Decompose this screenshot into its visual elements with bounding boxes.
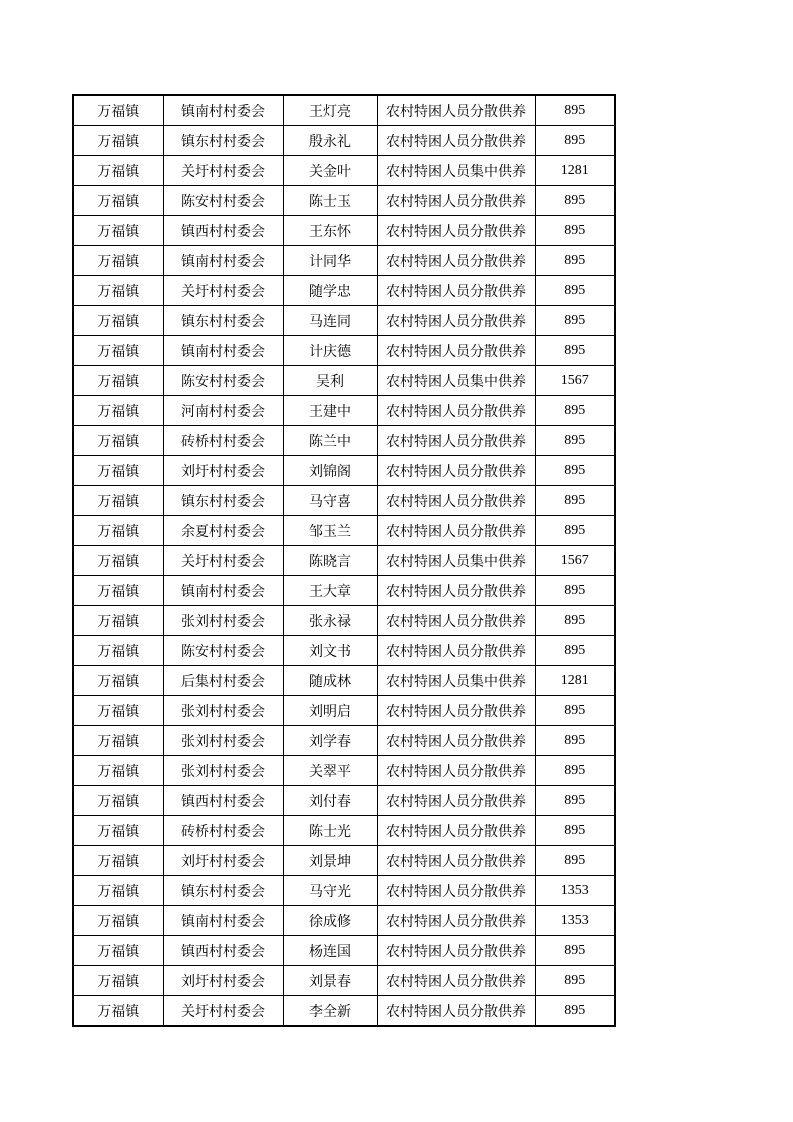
committee-cell: 张刘村村委会 bbox=[163, 726, 283, 756]
committee-cell: 镇南村村委会 bbox=[163, 336, 283, 366]
person-name-cell: 王灯亮 bbox=[283, 95, 377, 126]
town-cell: 万福镇 bbox=[73, 756, 163, 786]
person-name-cell: 李全新 bbox=[283, 996, 377, 1027]
support-type-cell: 农村特困人员分散供养 bbox=[377, 276, 535, 306]
committee-cell: 镇南村村委会 bbox=[163, 906, 283, 936]
amount-cell: 895 bbox=[535, 396, 615, 426]
person-name-cell: 徐成修 bbox=[283, 906, 377, 936]
amount-cell: 1281 bbox=[535, 156, 615, 186]
support-type-cell: 农村特困人员分散供养 bbox=[377, 216, 535, 246]
committee-cell: 张刘村村委会 bbox=[163, 696, 283, 726]
committee-cell: 关圩村村委会 bbox=[163, 156, 283, 186]
town-cell: 万福镇 bbox=[73, 486, 163, 516]
amount-cell: 895 bbox=[535, 636, 615, 666]
support-type-cell: 农村特困人员分散供养 bbox=[377, 636, 535, 666]
amount-cell: 895 bbox=[535, 816, 615, 846]
amount-cell: 895 bbox=[535, 786, 615, 816]
table-row bbox=[73, 936, 615, 966]
roster-sheet bbox=[72, 94, 616, 1027]
roster-body bbox=[73, 95, 615, 1026]
committee-cell: 陈安村村委会 bbox=[163, 366, 283, 396]
committee-cell: 刘圩村村委会 bbox=[163, 966, 283, 996]
table-row bbox=[73, 246, 615, 276]
table-row bbox=[73, 156, 615, 186]
table-row bbox=[73, 996, 615, 1027]
person-name-cell: 殷永礼 bbox=[283, 126, 377, 156]
table-row bbox=[73, 756, 615, 786]
committee-cell: 镇南村村委会 bbox=[163, 95, 283, 126]
amount-cell: 895 bbox=[535, 306, 615, 336]
town-cell: 万福镇 bbox=[73, 846, 163, 876]
town-cell: 万福镇 bbox=[73, 516, 163, 546]
table-row bbox=[73, 846, 615, 876]
support-type-cell: 农村特困人员集中供养 bbox=[377, 366, 535, 396]
town-cell: 万福镇 bbox=[73, 576, 163, 606]
table-row bbox=[73, 666, 615, 696]
town-cell: 万福镇 bbox=[73, 906, 163, 936]
table-row bbox=[73, 786, 615, 816]
support-type-cell: 农村特困人员集中供养 bbox=[377, 666, 535, 696]
town-cell: 万福镇 bbox=[73, 366, 163, 396]
amount-cell: 895 bbox=[535, 996, 615, 1027]
support-type-cell: 农村特困人员分散供养 bbox=[377, 426, 535, 456]
support-type-cell: 农村特困人员分散供养 bbox=[377, 456, 535, 486]
table-row bbox=[73, 576, 615, 606]
person-name-cell: 杨连国 bbox=[283, 936, 377, 966]
person-name-cell: 吴利 bbox=[283, 366, 377, 396]
amount-cell: 895 bbox=[535, 516, 615, 546]
amount-cell: 895 bbox=[535, 966, 615, 996]
support-type-cell: 农村特困人员分散供养 bbox=[377, 816, 535, 846]
table-row bbox=[73, 696, 615, 726]
town-cell: 万福镇 bbox=[73, 876, 163, 906]
person-name-cell: 马守光 bbox=[283, 876, 377, 906]
amount-cell: 895 bbox=[535, 726, 615, 756]
town-cell: 万福镇 bbox=[73, 95, 163, 126]
support-type-cell: 农村特困人员分散供养 bbox=[377, 246, 535, 276]
amount-cell: 895 bbox=[535, 186, 615, 216]
person-name-cell: 关金叶 bbox=[283, 156, 377, 186]
amount-cell: 895 bbox=[535, 216, 615, 246]
amount-cell: 895 bbox=[535, 426, 615, 456]
amount-cell: 895 bbox=[535, 246, 615, 276]
town-cell: 万福镇 bbox=[73, 666, 163, 696]
person-name-cell: 陈兰中 bbox=[283, 426, 377, 456]
person-name-cell: 计庆德 bbox=[283, 336, 377, 366]
support-type-cell: 农村特困人员分散供养 bbox=[377, 906, 535, 936]
person-name-cell: 刘学春 bbox=[283, 726, 377, 756]
committee-cell: 刘圩村村委会 bbox=[163, 456, 283, 486]
table-row bbox=[73, 276, 615, 306]
committee-cell: 砖桥村村委会 bbox=[163, 816, 283, 846]
town-cell: 万福镇 bbox=[73, 546, 163, 576]
table-row bbox=[73, 876, 615, 906]
table-row bbox=[73, 726, 615, 756]
committee-cell: 余夏村村委会 bbox=[163, 516, 283, 546]
person-name-cell: 王东怀 bbox=[283, 216, 377, 246]
committee-cell: 镇西村村委会 bbox=[163, 786, 283, 816]
person-name-cell: 刘付春 bbox=[283, 786, 377, 816]
table-row bbox=[73, 816, 615, 846]
town-cell: 万福镇 bbox=[73, 186, 163, 216]
person-name-cell: 关翠平 bbox=[283, 756, 377, 786]
support-type-cell: 农村特困人员分散供养 bbox=[377, 486, 535, 516]
committee-cell: 河南村村委会 bbox=[163, 396, 283, 426]
table-row bbox=[73, 516, 615, 546]
roster-table bbox=[72, 94, 616, 1027]
support-type-cell: 农村特困人员分散供养 bbox=[377, 756, 535, 786]
town-cell: 万福镇 bbox=[73, 216, 163, 246]
person-name-cell: 刘景坤 bbox=[283, 846, 377, 876]
person-name-cell: 王大章 bbox=[283, 576, 377, 606]
town-cell: 万福镇 bbox=[73, 816, 163, 846]
support-type-cell: 农村特困人员分散供养 bbox=[377, 126, 535, 156]
table-row bbox=[73, 546, 615, 576]
table-row bbox=[73, 426, 615, 456]
town-cell: 万福镇 bbox=[73, 726, 163, 756]
amount-cell: 1353 bbox=[535, 876, 615, 906]
table-row bbox=[73, 366, 615, 396]
committee-cell: 张刘村村委会 bbox=[163, 756, 283, 786]
committee-cell: 张刘村村委会 bbox=[163, 606, 283, 636]
amount-cell: 895 bbox=[535, 936, 615, 966]
table-row bbox=[73, 906, 615, 936]
town-cell: 万福镇 bbox=[73, 246, 163, 276]
person-name-cell: 王建中 bbox=[283, 396, 377, 426]
support-type-cell: 农村特困人员分散供养 bbox=[377, 936, 535, 966]
committee-cell: 刘圩村村委会 bbox=[163, 846, 283, 876]
town-cell: 万福镇 bbox=[73, 456, 163, 486]
town-cell: 万福镇 bbox=[73, 126, 163, 156]
committee-cell: 镇南村村委会 bbox=[163, 246, 283, 276]
amount-cell: 895 bbox=[535, 126, 615, 156]
person-name-cell: 刘明启 bbox=[283, 696, 377, 726]
table-row bbox=[73, 966, 615, 996]
table-row bbox=[73, 486, 615, 516]
person-name-cell: 刘锦阁 bbox=[283, 456, 377, 486]
committee-cell: 镇东村村委会 bbox=[163, 126, 283, 156]
person-name-cell: 张永禄 bbox=[283, 606, 377, 636]
amount-cell: 895 bbox=[535, 276, 615, 306]
support-type-cell: 农村特困人员分散供养 bbox=[377, 606, 535, 636]
town-cell: 万福镇 bbox=[73, 306, 163, 336]
person-name-cell: 陈士玉 bbox=[283, 186, 377, 216]
amount-cell: 1353 bbox=[535, 906, 615, 936]
person-name-cell: 刘景春 bbox=[283, 966, 377, 996]
table-row bbox=[73, 456, 615, 486]
committee-cell: 镇东村村委会 bbox=[163, 876, 283, 906]
support-type-cell: 农村特困人员集中供养 bbox=[377, 156, 535, 186]
town-cell: 万福镇 bbox=[73, 636, 163, 666]
amount-cell: 895 bbox=[535, 606, 615, 636]
support-type-cell: 农村特困人员分散供养 bbox=[377, 696, 535, 726]
person-name-cell: 随学忠 bbox=[283, 276, 377, 306]
person-name-cell: 邹玉兰 bbox=[283, 516, 377, 546]
support-type-cell: 农村特困人员分散供养 bbox=[377, 576, 535, 606]
table-row bbox=[73, 396, 615, 426]
person-name-cell: 马守喜 bbox=[283, 486, 377, 516]
person-name-cell: 刘文书 bbox=[283, 636, 377, 666]
committee-cell: 镇东村村委会 bbox=[163, 306, 283, 336]
amount-cell: 895 bbox=[535, 696, 615, 726]
town-cell: 万福镇 bbox=[73, 996, 163, 1027]
amount-cell: 1567 bbox=[535, 366, 615, 396]
committee-cell: 关圩村村委会 bbox=[163, 546, 283, 576]
person-name-cell: 陈晓言 bbox=[283, 546, 377, 576]
committee-cell: 镇西村村委会 bbox=[163, 936, 283, 966]
town-cell: 万福镇 bbox=[73, 156, 163, 186]
committee-cell: 关圩村村委会 bbox=[163, 276, 283, 306]
table-row bbox=[73, 186, 615, 216]
town-cell: 万福镇 bbox=[73, 426, 163, 456]
support-type-cell: 农村特困人员分散供养 bbox=[377, 846, 535, 876]
person-name-cell: 随成林 bbox=[283, 666, 377, 696]
amount-cell: 895 bbox=[535, 576, 615, 606]
amount-cell: 895 bbox=[535, 486, 615, 516]
support-type-cell: 农村特困人员分散供养 bbox=[377, 726, 535, 756]
support-type-cell: 农村特困人员分散供养 bbox=[377, 186, 535, 216]
person-name-cell: 马连同 bbox=[283, 306, 377, 336]
support-type-cell: 农村特困人员分散供养 bbox=[377, 516, 535, 546]
committee-cell: 砖桥村村委会 bbox=[163, 426, 283, 456]
table-row bbox=[73, 95, 615, 126]
person-name-cell: 陈士光 bbox=[283, 816, 377, 846]
support-type-cell: 农村特困人员分散供养 bbox=[377, 396, 535, 426]
support-type-cell: 农村特困人员分散供养 bbox=[377, 786, 535, 816]
amount-cell: 895 bbox=[535, 756, 615, 786]
amount-cell: 1567 bbox=[535, 546, 615, 576]
support-type-cell: 农村特困人员分散供养 bbox=[377, 336, 535, 366]
table-row bbox=[73, 606, 615, 636]
table-row bbox=[73, 636, 615, 666]
committee-cell: 镇西村村委会 bbox=[163, 216, 283, 246]
town-cell: 万福镇 bbox=[73, 786, 163, 816]
support-type-cell: 农村特困人员分散供养 bbox=[377, 95, 535, 126]
amount-cell: 895 bbox=[535, 846, 615, 876]
committee-cell: 镇东村村委会 bbox=[163, 486, 283, 516]
town-cell: 万福镇 bbox=[73, 276, 163, 306]
town-cell: 万福镇 bbox=[73, 336, 163, 366]
committee-cell: 后集村村委会 bbox=[163, 666, 283, 696]
town-cell: 万福镇 bbox=[73, 936, 163, 966]
committee-cell: 关圩村村委会 bbox=[163, 996, 283, 1027]
amount-cell: 895 bbox=[535, 336, 615, 366]
amount-cell: 1281 bbox=[535, 666, 615, 696]
amount-cell: 895 bbox=[535, 456, 615, 486]
town-cell: 万福镇 bbox=[73, 696, 163, 726]
town-cell: 万福镇 bbox=[73, 966, 163, 996]
town-cell: 万福镇 bbox=[73, 396, 163, 426]
support-type-cell: 农村特困人员集中供养 bbox=[377, 546, 535, 576]
support-type-cell: 农村特困人员分散供养 bbox=[377, 306, 535, 336]
support-type-cell: 农村特困人员分散供养 bbox=[377, 876, 535, 906]
table-row bbox=[73, 306, 615, 336]
table-row bbox=[73, 126, 615, 156]
table-row bbox=[73, 216, 615, 246]
committee-cell: 陈安村村委会 bbox=[163, 186, 283, 216]
table-row bbox=[73, 336, 615, 366]
support-type-cell: 农村特困人员分散供养 bbox=[377, 996, 535, 1027]
town-cell: 万福镇 bbox=[73, 606, 163, 636]
committee-cell: 陈安村村委会 bbox=[163, 636, 283, 666]
support-type-cell: 农村特困人员分散供养 bbox=[377, 966, 535, 996]
committee-cell: 镇南村村委会 bbox=[163, 576, 283, 606]
amount-cell: 895 bbox=[535, 95, 615, 126]
person-name-cell: 计同华 bbox=[283, 246, 377, 276]
